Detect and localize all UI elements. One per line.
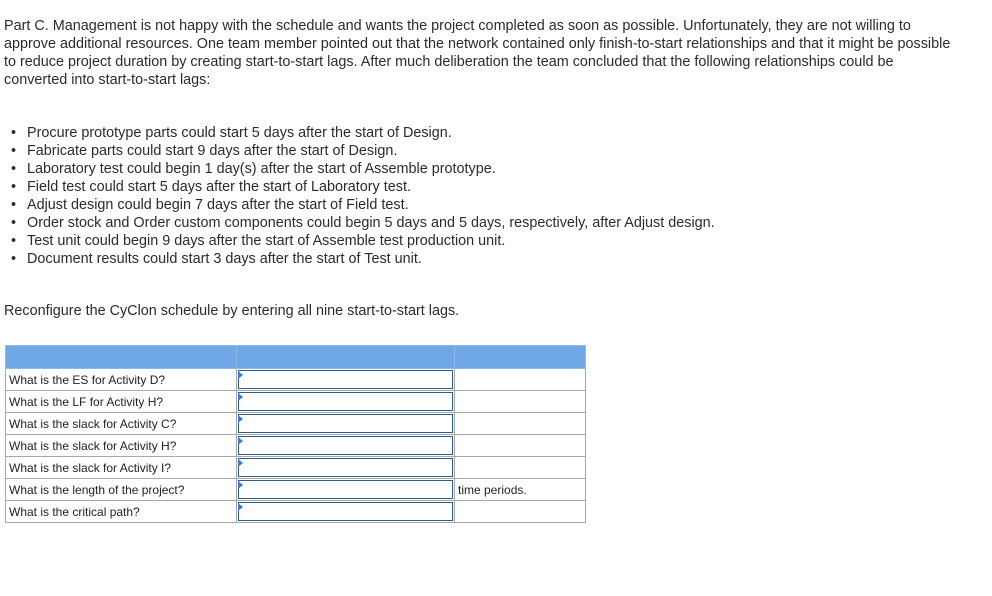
flag-icon — [238, 393, 243, 401]
list-item-text: Test unit could begin 9 days after the start of Assemble test production unit. — [27, 233, 506, 249]
list-item — [4, 196, 715, 214]
list-item-text: Laboratory test could begin 1 day(s) after the start of Assemble prototype. — [27, 161, 496, 177]
unit-label — [455, 435, 586, 457]
table-header-bar — [6, 346, 586, 369]
list-item-text: Order stock and Order custom components could begin 5 days and 5 days, respectively, after Adjust design. — [27, 215, 715, 231]
answer-table — [5, 345, 586, 523]
question-label: What is the critical path? — [6, 501, 237, 523]
lf-activity-h-input[interactable] — [238, 392, 453, 411]
unit-label — [455, 501, 586, 523]
question-label: What is the slack for Activity I? — [6, 457, 237, 479]
problem-intro: Part C. Management is not happy with the schedule and wants the project completed as soon as possible. Unfortunately, they are not willing to approve additional resources. One team member pointed out that the network contained only finish-to-start relationships and that it might be possible to reduce project duration by creating start-to-start lags. After much deliberation the team concluded that the following relationships could be converted into start-to-start lags: — [4, 18, 951, 88]
project-length-input[interactable] — [238, 480, 453, 499]
critical-path-input[interactable] — [238, 502, 453, 521]
bullet-icon: • — [11, 233, 17, 249]
flag-icon — [238, 459, 243, 467]
question-label: What is the length of the project? — [6, 479, 237, 501]
list-item — [4, 232, 715, 250]
list-item — [4, 124, 715, 142]
slack-activity-i-input[interactable] — [238, 458, 453, 477]
flag-icon — [238, 415, 243, 423]
question-label: What is the slack for Activity H? — [6, 435, 237, 457]
list-item-text: Field test could start 5 days after the start of Laboratory test. — [27, 179, 411, 195]
flag-icon — [238, 503, 243, 511]
slack-activity-c-input[interactable] — [238, 414, 453, 433]
unit-label: time periods. — [455, 479, 586, 501]
question-label: What is the slack for Activity C? — [6, 413, 237, 435]
unit-label — [455, 413, 586, 435]
table-row — [6, 457, 586, 479]
relationship-list — [4, 124, 715, 268]
list-item — [4, 250, 715, 268]
bullet-icon: • — [11, 143, 17, 159]
es-activity-d-input[interactable] — [238, 370, 453, 389]
list-item — [4, 160, 715, 178]
table-row — [6, 413, 586, 435]
list-item — [4, 142, 715, 160]
bullet-icon: • — [11, 125, 17, 141]
unit-label — [455, 457, 586, 479]
bullet-icon: • — [11, 197, 17, 213]
bullet-icon: • — [11, 161, 17, 177]
table-row — [6, 479, 586, 501]
bullet-icon: • — [11, 179, 17, 195]
flag-icon — [238, 437, 243, 445]
bullet-icon: • — [11, 251, 17, 267]
flag-icon — [238, 371, 243, 379]
question-label: What is the LF for Activity H? — [6, 391, 237, 413]
list-item-text: Procure prototype parts could start 5 days after the start of Design. — [27, 125, 452, 141]
table-row — [6, 435, 586, 457]
unit-label — [455, 391, 586, 413]
bullet-icon: • — [11, 215, 17, 231]
question-label: What is the ES for Activity D? — [6, 369, 237, 391]
list-item-text: Adjust design could begin 7 days after the start of Field test. — [27, 197, 409, 213]
list-item — [4, 214, 715, 232]
unit-label — [455, 369, 586, 391]
slack-activity-h-input[interactable] — [238, 436, 453, 455]
list-item — [4, 178, 715, 196]
list-item-text: Fabricate parts could start 9 days after the start of Design. — [27, 143, 398, 159]
flag-icon — [238, 481, 243, 489]
instruction-text: Reconfigure the CyClon schedule by entering all nine start-to-start lags. — [4, 303, 460, 319]
table-row — [6, 369, 586, 391]
table-row — [6, 391, 586, 413]
table-row — [6, 501, 586, 523]
list-item-text: Document results could start 3 days after the start of Test unit. — [27, 251, 422, 267]
